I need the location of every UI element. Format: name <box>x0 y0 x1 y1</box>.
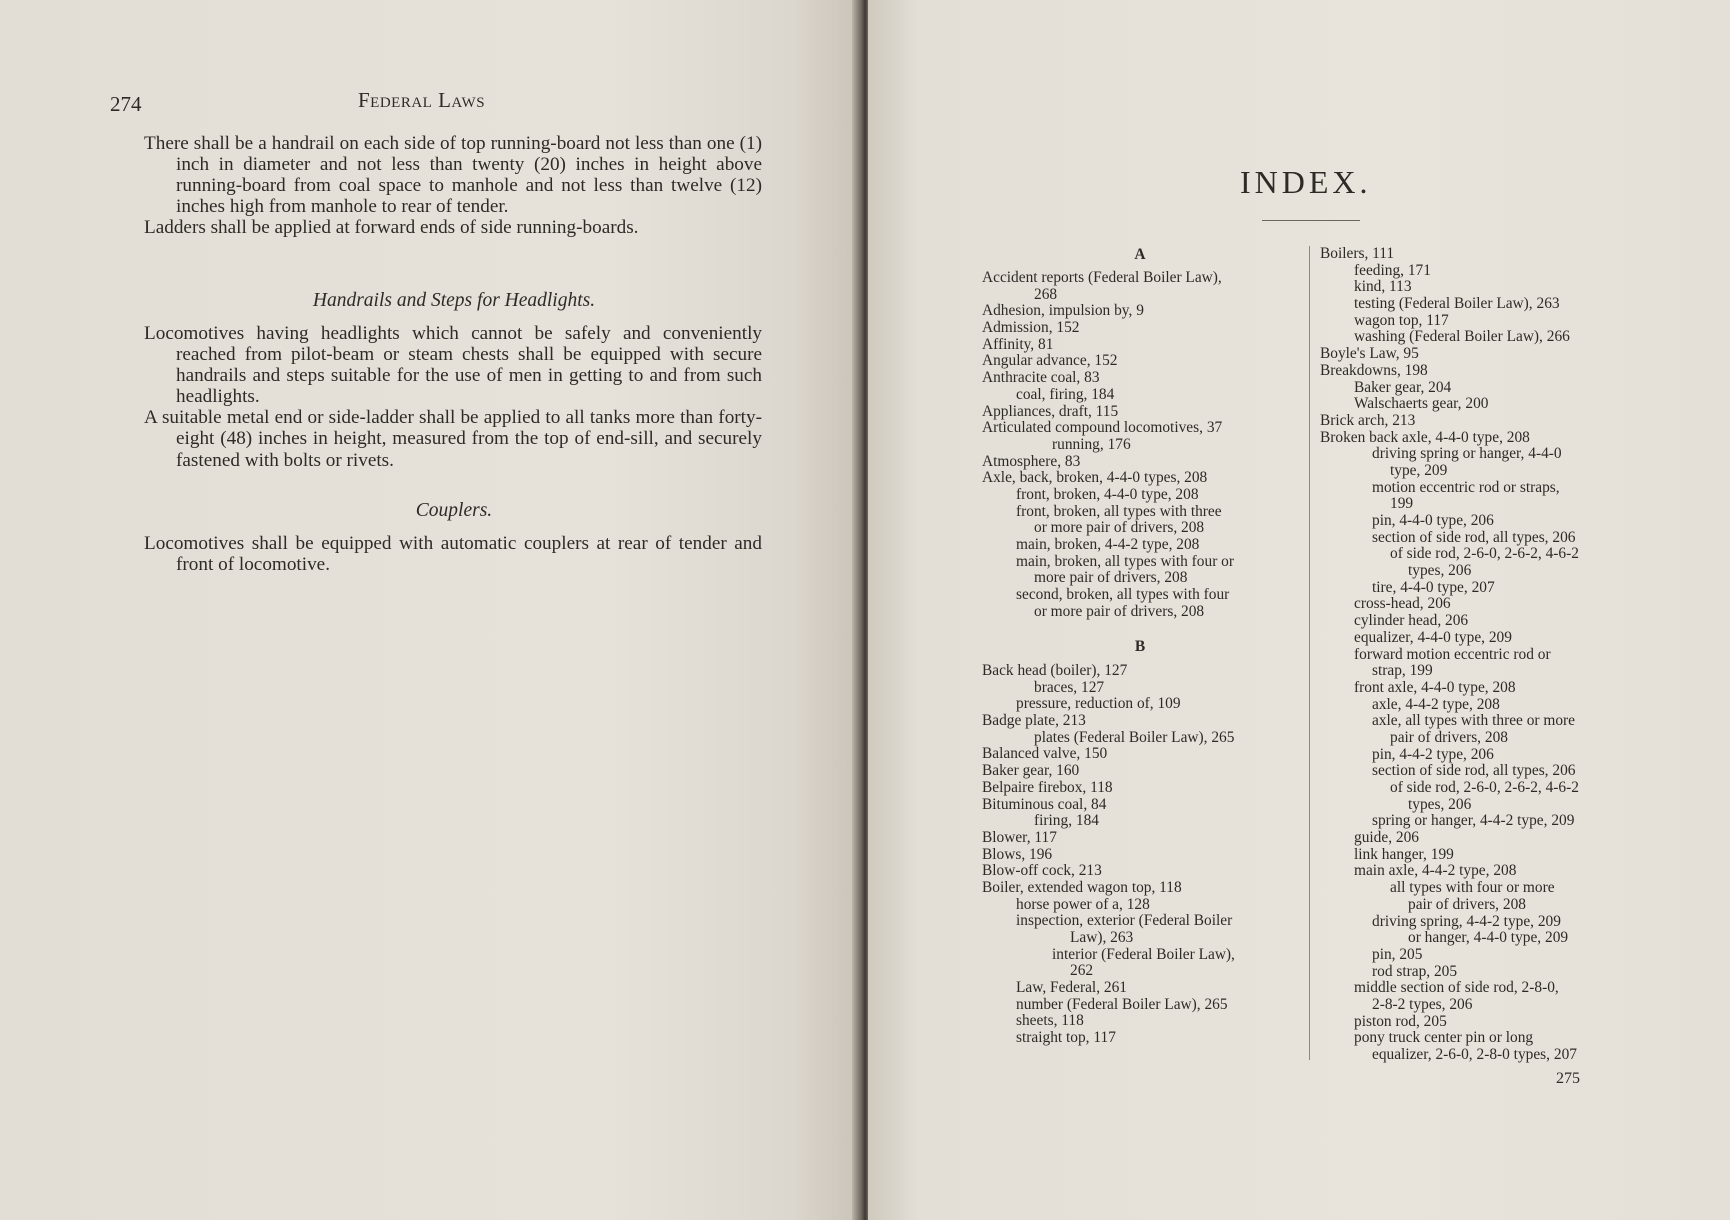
index-entry: Broken back axle, 4-4-0 type, 208 <box>1320 428 1530 446</box>
index-entry: straight top, 117 <box>1016 1029 1116 1047</box>
index-entry: Boyle's Law, 95 <box>1320 345 1419 363</box>
index-entry: axle, all types with three or more <box>1372 712 1576 730</box>
index-entry: plates (Federal Boiler Law), 265 <box>1034 728 1235 746</box>
index-entry: Law), 263 <box>1070 929 1134 946</box>
index-entry: main, broken, all types with four or <box>1016 552 1234 570</box>
index-entry: types, 206 <box>1408 795 1472 813</box>
index-entry: interior (Federal Boiler Law), <box>1052 945 1235 963</box>
page-number: 274 <box>110 92 142 116</box>
index-entry: pin, 205 <box>1372 945 1423 963</box>
index-entry: front axle, 4-4-0 type, 208 <box>1354 678 1516 696</box>
index-entry: Baker gear, 160 <box>982 762 1080 780</box>
index-entry: Bituminous coal, 84 <box>982 795 1107 813</box>
index-entry: rod strap, 205 <box>1372 962 1458 980</box>
index-entry: Belpaire firebox, 118 <box>982 778 1113 796</box>
index-entry: or more pair of drivers, 208 <box>1034 519 1205 537</box>
index-entry: of side rod, 2-6-0, 2-6-2, 4-6-2 <box>1390 779 1579 796</box>
index-entry: testing (Federal Boiler Law), 263 <box>1354 295 1560 313</box>
section-heading-couplers: Couplers. <box>415 500 493 521</box>
index-entry: Adhesion, impulsion by, 9 <box>982 302 1144 320</box>
headlights-paragraphs <box>144 323 762 471</box>
index-entry: running, 176 <box>1052 435 1131 453</box>
index-entry: link hanger, 199 <box>1354 845 1454 863</box>
index-letter-b: B <box>1134 638 1146 655</box>
index-entry: Anthracite coal, 83 <box>982 369 1100 387</box>
section-heading-headlights: Handrails and Steps for Headlights. <box>312 290 596 311</box>
index-entry: Appliances, draft, 115 <box>982 402 1119 420</box>
index-entry: pair of drivers, 208 <box>1390 728 1508 746</box>
index-entry: wagon top, 117 <box>1354 311 1449 329</box>
index-entry: types, 206 <box>1408 562 1472 580</box>
index-entry: front, broken, all types with three <box>1016 502 1222 520</box>
index-entry: front, broken, 4-4-0 type, 208 <box>1016 485 1199 503</box>
index-entry: Baker gear, 204 <box>1354 378 1452 396</box>
index-entry: driving spring, 4-4-2 type, 209 <box>1372 912 1561 930</box>
page-number-right: 275 <box>1556 1070 1580 1087</box>
index-entry: washing (Federal Boiler Law), 266 <box>1354 328 1570 346</box>
index-entry: Boiler, extended wagon top, 118 <box>982 878 1182 896</box>
index-entry: piston rod, 205 <box>1354 1012 1447 1030</box>
column-divider <box>1309 246 1310 1060</box>
paragraph-side-ladder: A suitable metal end or side-ladder shall be applied to all tanks more than forty-eight (48) inches in height, measured from the top of end-sill, and securely fastened with bolts or rivets. <box>144 407 762 471</box>
index-entry: strap, 199 <box>1372 662 1433 680</box>
index-entry: section of side rod, all types, 206 <box>1372 762 1576 780</box>
index-entry: pony truck center pin or long <box>1354 1029 1534 1047</box>
index-entry: inspection, exterior (Federal Boiler <box>1016 912 1233 930</box>
index-entry: horse power of a, 128 <box>1016 895 1150 913</box>
index-entry: pressure, reduction of, 109 <box>1016 695 1181 713</box>
index-entry: type, 209 <box>1390 461 1448 479</box>
couplers-paragraphs <box>144 533 762 575</box>
index-entry: second, broken, all types with four <box>1016 586 1230 604</box>
index-entry: of side rod, 2-6-0, 2-6-2, 4-6-2 <box>1390 545 1579 563</box>
index-entry: pin, 4-4-2 type, 206 <box>1372 745 1494 763</box>
index-entry: Brick arch, 213 <box>1320 411 1416 429</box>
index-entry: kind, 113 <box>1354 278 1412 296</box>
index-entry: coal, firing, 184 <box>1016 385 1115 403</box>
index-entry: Balanced valve, 150 <box>982 745 1108 763</box>
paragraph-handrail: There shall be a handrail on each side of top running-board not less than one (1) inch in diameter and not less than twenty (20) inches in height above running-board from coal space to manhole and not less than twelve (12) inches high from manhole to rear of tender. <box>144 133 762 218</box>
index-entry: or hanger, 4-4-0 type, 209 <box>1408 929 1569 947</box>
index-entry: cross-head, 206 <box>1354 595 1451 613</box>
index-entry: Blow-off cock, 213 <box>982 862 1102 880</box>
index-entry: equalizer, 4-4-0 type, 209 <box>1354 628 1512 646</box>
index-entry: feeding, 171 <box>1354 261 1431 279</box>
index-entry: sheets, 118 <box>1016 1012 1084 1030</box>
index-entry: Admission, 152 <box>982 319 1080 337</box>
index-entry: 268 <box>1034 285 1058 303</box>
index-entry: tire, 4-4-0 type, 207 <box>1372 578 1495 596</box>
index-entry: Law, Federal, 261 <box>1016 979 1127 997</box>
index-entry: or more pair of drivers, 208 <box>1034 602 1205 620</box>
index-entry: middle section of side rod, 2-8-0, <box>1354 979 1559 997</box>
index-entry: forward motion eccentric rod or <box>1354 645 1551 663</box>
index-entry: axle, 4-4-2 type, 208 <box>1372 695 1500 713</box>
index-entry: firing, 184 <box>1034 812 1099 830</box>
index-column-1-a <box>982 270 1298 620</box>
paragraph-ladders: Ladders shall be applied at forward ends of side running-boards. <box>144 217 639 239</box>
index-entry: more pair of drivers, 208 <box>1034 569 1188 587</box>
index-title: INDEX. <box>1240 164 1372 200</box>
index-entry: Angular advance, 152 <box>982 352 1118 370</box>
index-column-1-b <box>982 663 1298 1047</box>
index-entry: number (Federal Boiler Law), 265 <box>1016 995 1228 1013</box>
index-entry: pair of drivers, 208 <box>1408 895 1526 913</box>
index-entry: 199 <box>1390 495 1414 513</box>
index-entry: cylinder head, 206 <box>1354 612 1469 630</box>
index-entry: 2-8-2 types, 206 <box>1372 995 1473 1013</box>
index-entry: 262 <box>1070 962 1094 980</box>
index-entry: spring or hanger, 4-4-2 type, 209 <box>1372 812 1575 830</box>
index-entry: main axle, 4-4-2 type, 208 <box>1354 862 1517 880</box>
index-column-2 <box>1320 246 1636 1064</box>
paragraph-headlights: Locomotives having headlights which cannot be safely and conveniently reached from pilot-beam or steam chests shall be equipped with secure handrails and steps suitable for the use of men in getting to and from such headlights. <box>144 323 762 408</box>
title-rule <box>1262 220 1360 221</box>
index-entry: Boilers, 111 <box>1320 245 1395 262</box>
paragraph-couplers: Locomotives shall be equipped with automatic couplers at rear of tender and front of locomotive. <box>144 533 762 576</box>
index-entry: Walschaerts gear, 200 <box>1354 395 1489 413</box>
index-entry: Atmosphere, 83 <box>982 452 1081 470</box>
index-entry: guide, 206 <box>1354 829 1419 847</box>
index-entry: Breakdowns, 198 <box>1320 361 1428 379</box>
index-entry: braces, 127 <box>1034 678 1105 696</box>
index-entry: Badge plate, 213 <box>982 712 1086 730</box>
index-entry: Blows, 196 <box>982 845 1053 863</box>
top-paragraphs <box>144 133 762 238</box>
index-entry: section of side rod, all types, 206 <box>1372 528 1576 546</box>
index-entry: Affinity, 81 <box>982 335 1054 353</box>
index-entry: all types with four or more <box>1390 879 1555 897</box>
index-entry: main, broken, 4-4-2 type, 208 <box>1016 536 1200 553</box>
index-letter-a: A <box>1134 246 1146 263</box>
running-head: Federal Laws <box>358 88 486 112</box>
index-entry: Back head (boiler), 127 <box>982 662 1128 679</box>
index-entry: equalizer, 2-6-0, 2-8-0 types, 207 <box>1372 1046 1577 1063</box>
left-page <box>0 0 860 1220</box>
index-entry: motion eccentric rod or straps, <box>1372 478 1560 496</box>
index-entry: Axle, back, broken, 4-4-0 types, 208 <box>982 469 1208 487</box>
index-entry: driving spring or hanger, 4-4-0 <box>1372 445 1562 463</box>
index-entry: Blower, 117 <box>982 828 1057 846</box>
index-entry: Accident reports (Federal Boiler Law), <box>982 269 1222 286</box>
index-entry: pin, 4-4-0 type, 206 <box>1372 512 1494 529</box>
index-entry: Articulated compound locomotives, 37 <box>982 419 1223 437</box>
